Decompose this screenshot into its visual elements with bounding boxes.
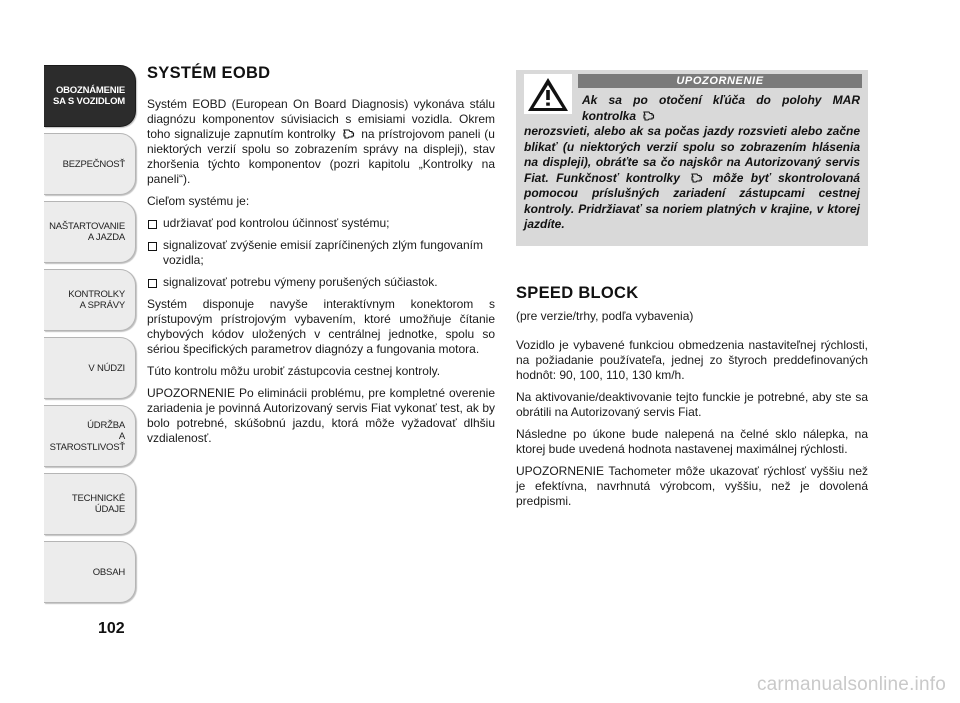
- speed-paragraph-4: UPOZORNENIE Tachometer môže ukazovať rýchlosť vyššiu než je efektívna, navrhnutá výrobcom, vyššiu, než je dovolená predpismi.: [516, 464, 868, 508]
- tab-label: OBSAH: [92, 566, 125, 578]
- tab-nastartovanie[interactable]: [44, 201, 136, 263]
- list-item: [147, 238, 495, 268]
- intro-text-b: na prístrojovom paneli (u niektorých verzií spolu so zobrazením správy na displeji), stav zhoršenia týchto komponentov (pozri kapitolu „Kontrolky na paneli“).: [147, 127, 495, 186]
- list-item-text: udržiavať pod kontrolou účinnosť systému;: [163, 216, 390, 230]
- warning-header: UPOZORNENIE: [578, 74, 862, 88]
- speed-paragraph-1: Vozidlo je vybavené funkciou obmedzenia nastaviteľnej rýchlosti, na požiadanie používateľa, jednej zo štyroch preddefinovaných hodnôt: 90, 100, 110, 130 km/h.: [516, 338, 868, 382]
- warning-paragraph: UPOZORNENIE Po eliminácii problému, pre kompletné overenie zariadenia je povinná Autorizovaný servis Fiat vykonať test, ak by bolo potrebné, skúšobnú jazdu, ktorá môže vyžadovať dlhšiu vzdialenosť.: [147, 386, 495, 445]
- intro-paragraph: [147, 97, 495, 187]
- tab-label: V NÚDZI: [88, 362, 125, 374]
- tab-obsah[interactable]: [44, 541, 136, 603]
- engine-warning-light-icon: [641, 110, 655, 121]
- tab-bezpecnost[interactable]: [44, 133, 136, 195]
- warning-text-c: môže byť skontrolovaná pomocou príslušných zariadení zástupcami cestnej kontroly. Pridržiavať sa noriem platných v krajine, v ktorej jazdíte.: [524, 170, 860, 231]
- goal-paragraph: Cieľom systému je:: [147, 194, 250, 208]
- warning-text-a: Ak sa po otočení kľúča do polohy MAR kontrolka: [582, 93, 860, 123]
- tab-label: NAŠTARTOVANIE A JAZDA: [49, 221, 125, 243]
- engine-warning-light-icon: [341, 128, 355, 139]
- tab-label: TECHNICKÉ ÚDAJE: [71, 493, 125, 515]
- speed-paragraph-3: Následne po úkone bude nalepená na čelné sklo nálepka, na ktorej bude uvedená hodnota nastavenej maximálnej rýchlosti.: [516, 427, 868, 456]
- list-item: [147, 275, 495, 290]
- checkbox-bullet-icon: [148, 242, 157, 251]
- tab-kontrolky[interactable]: [44, 269, 136, 331]
- speed-paragraph-2: Na aktivovanie/deaktivovanie tejto funckie je potrebné, aby ste sa obrátili na Autorizovaný servis Fiat.: [516, 390, 868, 419]
- goal-list: [147, 216, 495, 290]
- tab-v-nudzi[interactable]: [44, 337, 136, 399]
- tab-technicke-udaje[interactable]: [44, 473, 136, 535]
- speed-block-subtitle: (pre verzie/trhy, podľa vybavenia): [516, 309, 694, 323]
- checkbox-bullet-icon: [148, 279, 157, 288]
- check-paragraph: Túto kontrolu môžu urobiť zástupcovia cestnej kontroly.: [147, 364, 441, 378]
- tab-oboznamenie[interactable]: [44, 65, 136, 127]
- eobd-section: [147, 64, 495, 453]
- warning-text-b: nerozsvieti, alebo ak sa počas jazdy rozsvieti alebo začne blikať (u niektorých verzií spolu so zobrazením hlásenia na displeji), obráťte sa čo najskôr na Autorizovaný servis Fiat. Funkčnosť kontrolky: [524, 124, 860, 185]
- tab-label: OBOZNÁMENIE SA S VOZIDLOM: [53, 85, 125, 107]
- list-item-text: signalizovať potrebu výmeny porušených súčiastok.: [163, 275, 438, 289]
- tab-label: KONTROLKY A SPRÁVY: [68, 289, 125, 311]
- watermark: carmanualsonline.info: [756, 674, 946, 695]
- engine-warning-light-icon: [689, 172, 703, 183]
- connector-paragraph: Systém disponuje navyše interaktívnym konektorom s prístupovým prístrojovým vybavením, ktoré umožňuje čítanie chybových kódov uložených v centrálnej jednotke, spolu so sériou špecifických parametrov diagnózy a fungovania motora.: [147, 297, 495, 356]
- right-column: [516, 70, 868, 516]
- warning-triangle-icon: [524, 74, 572, 114]
- tab-udrzba[interactable]: [44, 405, 136, 467]
- chapter-tabs: [44, 65, 136, 609]
- section-title: SYSTÉM EOBD: [147, 64, 271, 82]
- tab-label: BEZPEČNOSŤ: [62, 158, 125, 170]
- list-item: [147, 216, 495, 231]
- warning-box: [516, 70, 868, 246]
- intro-text-a: Systém EOBD (European On Board Diagnosis) vykonáva stálu diagnózu komponentov súvisiacich s emisiami vozidla. Okrem toho signalizuje zapnutím kontrolky: [147, 97, 495, 141]
- list-item-text: signalizovať zvýšenie emisií zapríčinených zlým fungovaním vozidla;: [163, 238, 483, 267]
- page-number: 102: [98, 620, 125, 637]
- speed-block-title: SPEED BLOCK: [516, 284, 639, 302]
- tab-label: ÚDRŽBA A STAROSTLIVOSŤ: [49, 419, 125, 453]
- checkbox-bullet-icon: [148, 220, 157, 229]
- warning-text: [524, 76, 860, 233]
